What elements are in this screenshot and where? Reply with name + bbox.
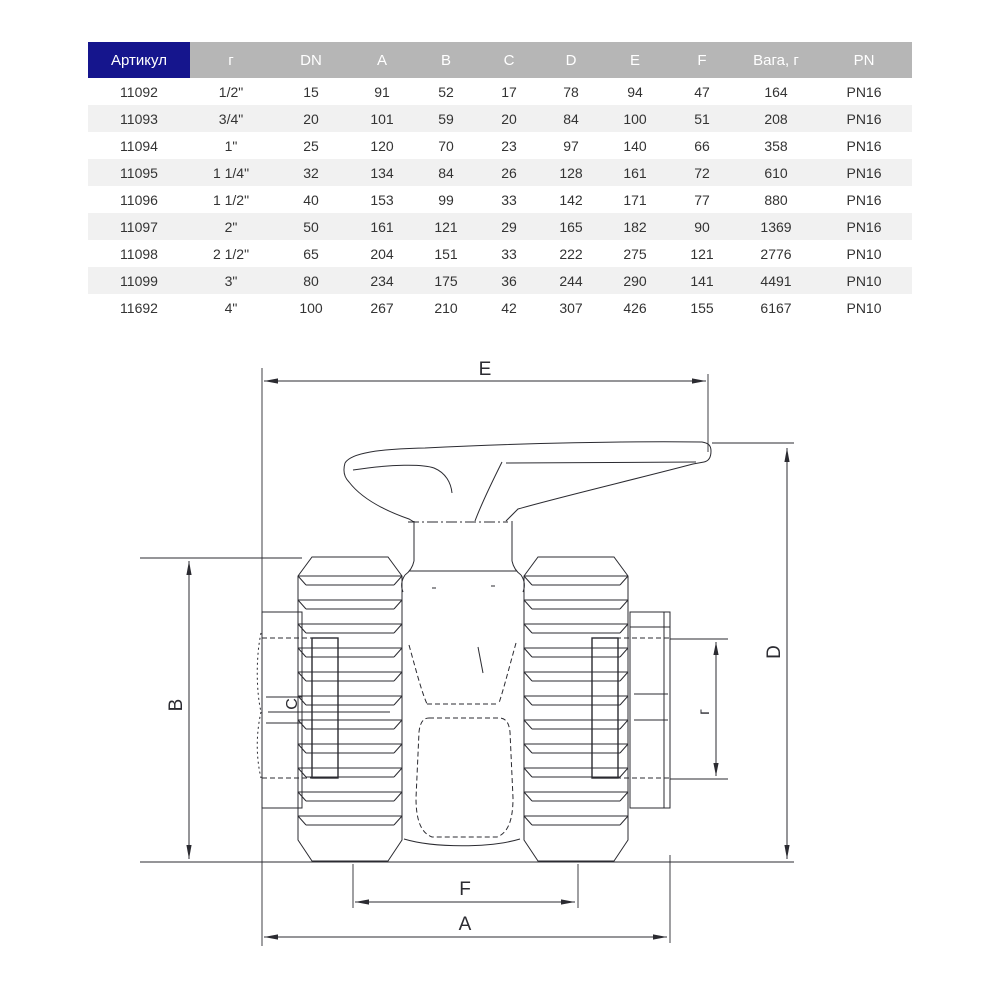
- cell-5-10: PN16: [816, 213, 912, 240]
- cell-0-4: 52: [438, 83, 454, 100]
- cell-7-3: 234: [350, 267, 414, 294]
- cell-5-6: 165: [540, 213, 602, 240]
- cell-8-2: 100: [299, 299, 323, 316]
- label-F: F: [459, 879, 471, 900]
- cell-2-4: 70: [438, 137, 454, 154]
- cell-1-5: 20: [478, 105, 540, 132]
- dimension-lines: [189, 381, 787, 937]
- cell-4-0: 11096: [120, 191, 158, 208]
- cell-3-7: 161: [602, 159, 668, 186]
- header-cell-8: F: [668, 42, 736, 78]
- union-end-left: [312, 638, 338, 778]
- cell-3-1: 1 1/4": [190, 159, 272, 186]
- cell-7-1: 3": [190, 267, 272, 294]
- cell-1-3: 101: [350, 105, 414, 132]
- cell-3-3: 134: [350, 159, 414, 186]
- cell-5-9: 1369: [736, 213, 816, 240]
- cell-1-10: PN16: [816, 105, 912, 132]
- cell-3-4: 84: [414, 159, 478, 186]
- header-cell-0: Артикул: [88, 42, 190, 78]
- cell-3-5: 26: [478, 159, 540, 186]
- header-cell-10: PN: [816, 42, 912, 78]
- cell-7-7: 290: [602, 267, 668, 294]
- cell-3-10: PN16: [816, 159, 912, 186]
- cell-5-8: 90: [668, 213, 736, 240]
- cell-2-9: 358: [764, 137, 788, 154]
- cell-7-6: 244: [540, 267, 602, 294]
- cell-8-1: 4": [224, 299, 238, 316]
- cell-0-3: 91: [374, 83, 390, 100]
- extension-lines: [140, 368, 794, 946]
- cell-1-7: 100: [602, 105, 668, 132]
- cell-4-8: 77: [694, 191, 710, 208]
- header-cell-9: Вага, г: [736, 42, 816, 78]
- cell-2-7: 140: [623, 137, 647, 154]
- cell-8-9: 6167: [760, 299, 792, 316]
- cell-6-3: 204: [370, 245, 394, 262]
- cell-6-1: 2 1/2": [212, 245, 250, 262]
- cell-3-9: 610: [736, 159, 816, 186]
- cell-1-9: 208: [736, 105, 816, 132]
- cell-6-6: 222: [559, 245, 583, 262]
- header-cell-1: г: [190, 42, 272, 78]
- cell-0-2: 15: [303, 83, 319, 100]
- valve-body-centre: [404, 643, 520, 846]
- cell-6-5: 33: [501, 245, 517, 262]
- cell-0-8: 47: [694, 83, 710, 100]
- cell-5-5: 29: [478, 213, 540, 240]
- cell-7-10: PN10: [816, 267, 912, 294]
- valve-handle: [344, 442, 711, 522]
- cell-8-3: 267: [370, 299, 394, 316]
- cell-7-4: 175: [414, 267, 478, 294]
- cell-2-2: 25: [303, 137, 319, 154]
- cell-7-0: 11099: [88, 267, 190, 294]
- cell-2-1: 1": [224, 137, 238, 154]
- cell-8-0: 11692: [120, 299, 158, 316]
- cell-7-8: 141: [668, 267, 736, 294]
- cell-1-6: 84: [540, 105, 602, 132]
- cell-1-8: 51: [668, 105, 736, 132]
- cell-4-9: 880: [764, 191, 788, 208]
- cell-4-6: 142: [559, 191, 583, 208]
- cell-6-9: 2776: [760, 245, 792, 262]
- cell-7-9: 4491: [736, 267, 816, 294]
- label-A: A: [458, 914, 472, 935]
- header-cell-2: DN: [272, 42, 350, 78]
- union-end-right: [592, 638, 618, 778]
- cell-3-6: 128: [540, 159, 602, 186]
- cell-6-10: PN10: [846, 245, 882, 262]
- cell-3-2: 32: [272, 159, 350, 186]
- label-C: C: [284, 698, 301, 710]
- cell-0-5: 17: [501, 83, 517, 100]
- header-cell-7: E: [602, 42, 668, 78]
- union-nut-left: [298, 557, 402, 861]
- cell-2-5: 23: [501, 137, 517, 154]
- cell-5-7: 182: [602, 213, 668, 240]
- cell-0-6: 78: [563, 83, 579, 100]
- cell-0-10: PN16: [846, 83, 882, 100]
- cell-6-4: 151: [434, 245, 458, 262]
- cell-5-4: 121: [414, 213, 478, 240]
- cell-4-7: 171: [623, 191, 647, 208]
- cell-1-0: 11093: [88, 105, 190, 132]
- header-cell-4: B: [414, 42, 478, 78]
- cell-6-7: 275: [623, 245, 647, 262]
- cell-0-7: 94: [627, 83, 643, 100]
- cell-3-0: 11095: [88, 159, 190, 186]
- cell-4-4: 99: [438, 191, 454, 208]
- valve-stem: [402, 521, 525, 592]
- union-nut-right: [524, 557, 628, 861]
- label-g: г: [696, 709, 713, 715]
- header-cell-6: D: [540, 42, 602, 78]
- cell-0-1: 1/2": [218, 83, 244, 100]
- cell-7-5: 36: [478, 267, 540, 294]
- cell-2-0: 11094: [120, 137, 158, 154]
- cell-4-3: 153: [370, 191, 394, 208]
- cell-1-1: 3/4": [190, 105, 272, 132]
- cell-2-3: 120: [370, 137, 394, 154]
- cell-5-2: 50: [272, 213, 350, 240]
- cell-2-6: 97: [563, 137, 579, 154]
- header-cell-3: A: [350, 42, 414, 78]
- cell-1-4: 59: [414, 105, 478, 132]
- cell-4-5: 33: [501, 191, 517, 208]
- cell-2-10: PN16: [846, 137, 882, 154]
- cell-8-7: 426: [623, 299, 647, 316]
- label-D: D: [764, 645, 785, 659]
- cell-1-2: 20: [272, 105, 350, 132]
- label-B: B: [166, 698, 187, 712]
- cell-8-8: 155: [690, 299, 714, 316]
- cell-0-0: 11092: [120, 83, 158, 100]
- cell-3-8: 72: [668, 159, 736, 186]
- cell-8-5: 42: [501, 299, 517, 316]
- header-cell-5: C: [478, 42, 540, 78]
- cell-5-1: 2": [190, 213, 272, 240]
- cell-4-10: PN16: [846, 191, 882, 208]
- cell-4-1: 1 1/2": [212, 191, 250, 208]
- cell-8-4: 210: [434, 299, 458, 316]
- cell-7-2: 80: [272, 267, 350, 294]
- cell-5-3: 161: [350, 213, 414, 240]
- cell-8-10: PN10: [846, 299, 882, 316]
- cell-6-8: 121: [690, 245, 714, 262]
- label-E: E: [478, 359, 492, 380]
- cell-6-0: 11098: [120, 245, 158, 262]
- cell-0-9: 164: [764, 83, 788, 100]
- cell-2-8: 66: [694, 137, 710, 154]
- cell-4-2: 40: [303, 191, 319, 208]
- cell-6-2: 65: [303, 245, 319, 262]
- cell-5-0: 11097: [88, 213, 190, 240]
- cell-8-6: 307: [559, 299, 583, 316]
